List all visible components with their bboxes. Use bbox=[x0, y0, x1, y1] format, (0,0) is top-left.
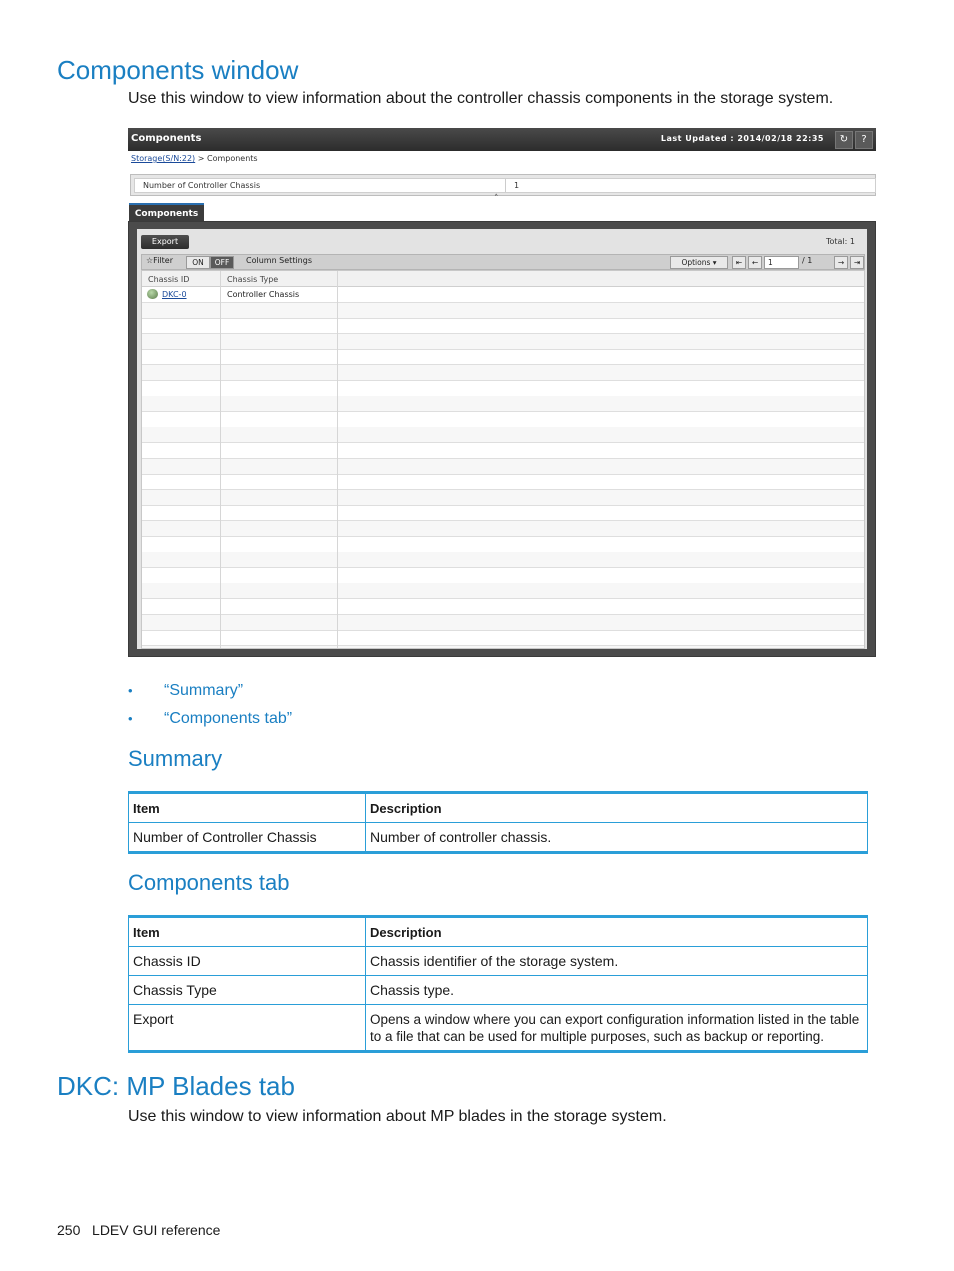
total-label: Total: bbox=[825, 237, 848, 246]
table-body bbox=[142, 287, 864, 648]
empty-table-row bbox=[142, 599, 864, 615]
summary-value: 1 bbox=[514, 181, 520, 190]
options-label: Options bbox=[681, 258, 711, 267]
bullet-icon: • bbox=[128, 711, 133, 726]
components-panel bbox=[128, 221, 876, 657]
chevron-down-icon: ▾ bbox=[712, 258, 717, 267]
components-tab-heading: Components tab bbox=[128, 870, 290, 895]
table-toolbar bbox=[141, 254, 865, 270]
empty-table-row bbox=[142, 521, 864, 537]
options-dropdown[interactable] bbox=[670, 256, 728, 269]
header-item: Item bbox=[129, 917, 366, 947]
empty-table-row bbox=[142, 552, 864, 568]
table-row bbox=[129, 947, 868, 976]
breadcrumb bbox=[131, 154, 258, 163]
bullet-icon: • bbox=[128, 683, 133, 698]
filter-off-button[interactable]: OFF bbox=[210, 256, 234, 269]
empty-table-row bbox=[142, 381, 864, 397]
empty-table-row bbox=[142, 412, 864, 428]
empty-table-row bbox=[142, 474, 864, 490]
page-number: 250 bbox=[57, 1222, 81, 1238]
column-divider bbox=[337, 271, 338, 648]
components-table bbox=[141, 270, 865, 649]
empty-table-row bbox=[142, 303, 864, 319]
table-header-row bbox=[129, 793, 868, 823]
header-item: Item bbox=[129, 793, 366, 823]
table-header bbox=[142, 271, 864, 287]
components-tab-table bbox=[128, 915, 868, 1053]
empty-table-row bbox=[142, 615, 864, 631]
last-page-icon[interactable]: ⇥ bbox=[850, 256, 864, 269]
empty-table-row bbox=[142, 646, 864, 649]
column-header-chassis-type[interactable]: Chassis Type bbox=[227, 275, 279, 284]
page-title: Components window bbox=[57, 55, 299, 85]
chassis-id-link[interactable]: DKC-0 bbox=[162, 290, 187, 299]
filter-button[interactable] bbox=[146, 256, 173, 265]
item-cell: Export bbox=[129, 1005, 366, 1052]
page-footer bbox=[57, 1222, 220, 1238]
chassis-icon bbox=[147, 289, 158, 299]
intro-text: Use this window to view information about the controller chassis components in the storage system. bbox=[128, 90, 834, 107]
summary-table bbox=[128, 791, 868, 854]
page-total: / 1 bbox=[802, 256, 813, 265]
header-description: Description bbox=[366, 917, 868, 947]
table-row bbox=[129, 976, 868, 1005]
empty-table-row bbox=[142, 630, 864, 646]
page-input[interactable]: 1 bbox=[764, 256, 799, 269]
filter-label: Filter bbox=[153, 256, 173, 265]
prev-page-icon[interactable]: ← bbox=[748, 256, 762, 269]
divider bbox=[505, 179, 506, 192]
empty-table-row bbox=[142, 537, 864, 553]
summary-panel bbox=[130, 174, 876, 196]
breadcrumb-storage-link[interactable]: Storage(S/N:22) bbox=[131, 154, 196, 163]
description-cell: Opens a window where you can export configuration information listed in the table to a file that can be used for multiple purposes, such as backup or reporting. bbox=[366, 1005, 868, 1052]
empty-table-row bbox=[142, 459, 864, 475]
empty-table-row bbox=[142, 318, 864, 334]
tab-components[interactable]: Components bbox=[129, 203, 204, 222]
table-row bbox=[129, 1005, 868, 1052]
mp-intro-text: Use this window to view information about MP blades in the storage system. bbox=[128, 1108, 667, 1125]
empty-table-row bbox=[142, 334, 864, 350]
summary-heading: Summary bbox=[128, 746, 223, 771]
components-window-screenshot bbox=[128, 128, 876, 657]
total-value: 1 bbox=[849, 237, 855, 246]
summary-link[interactable]: “Summary” bbox=[164, 682, 244, 699]
column-header-chassis-id[interactable]: Chassis ID bbox=[148, 275, 190, 284]
item-cell: Number of Controller Chassis bbox=[129, 823, 366, 853]
table-row[interactable] bbox=[142, 287, 864, 303]
empty-table-row bbox=[142, 505, 864, 521]
description-cell: Chassis type. bbox=[366, 976, 868, 1005]
column-divider bbox=[220, 271, 221, 648]
table-header-row bbox=[129, 917, 868, 947]
empty-table-row bbox=[142, 583, 864, 599]
summary-label: Number of Controller Chassis bbox=[143, 181, 261, 190]
description-cell: Number of controller chassis. bbox=[366, 823, 868, 853]
breadcrumb-current: Components bbox=[206, 154, 258, 163]
item-cell: Chassis Type bbox=[129, 976, 366, 1005]
summary-row bbox=[134, 178, 876, 193]
first-page-icon[interactable]: ⇤ bbox=[732, 256, 746, 269]
empty-table-row bbox=[142, 365, 864, 381]
footer-section: LDEV GUI reference bbox=[92, 1222, 221, 1238]
export-button[interactable]: Export bbox=[141, 235, 189, 249]
components-tab-link[interactable]: “Components tab” bbox=[164, 710, 293, 727]
collapse-caret-icon[interactable]: ˄ bbox=[494, 194, 499, 204]
column-settings-button[interactable]: Column Settings bbox=[246, 256, 312, 265]
empty-table-row bbox=[142, 490, 864, 506]
components-inner bbox=[137, 229, 867, 649]
help-button[interactable]: ? bbox=[855, 131, 873, 149]
next-page-icon[interactable]: → bbox=[834, 256, 848, 269]
refresh-icon[interactable]: ↻ bbox=[835, 131, 853, 149]
total-count bbox=[826, 237, 855, 246]
empty-table-row bbox=[142, 349, 864, 365]
item-cell: Chassis ID bbox=[129, 947, 366, 976]
empty-table-row bbox=[142, 568, 864, 584]
empty-table-row bbox=[142, 427, 864, 443]
table-row bbox=[129, 823, 868, 853]
last-updated-text: Last Updated : 2014/02/18 22:35 bbox=[660, 134, 824, 143]
description-cell: Chassis identifier of the storage system. bbox=[366, 947, 868, 976]
mp-blades-heading: DKC: MP Blades tab bbox=[57, 1071, 295, 1101]
filter-icon: ☆ bbox=[146, 256, 154, 265]
header-description: Description bbox=[366, 793, 868, 823]
empty-table-row bbox=[142, 443, 864, 459]
filter-on-button[interactable]: ON bbox=[186, 256, 210, 269]
breadcrumb-separator: > bbox=[197, 154, 205, 163]
empty-table-row bbox=[142, 396, 864, 412]
window-title: Components bbox=[131, 133, 202, 144]
window-titlebar bbox=[128, 128, 876, 151]
chassis-type-cell: Controller Chassis bbox=[227, 290, 300, 299]
